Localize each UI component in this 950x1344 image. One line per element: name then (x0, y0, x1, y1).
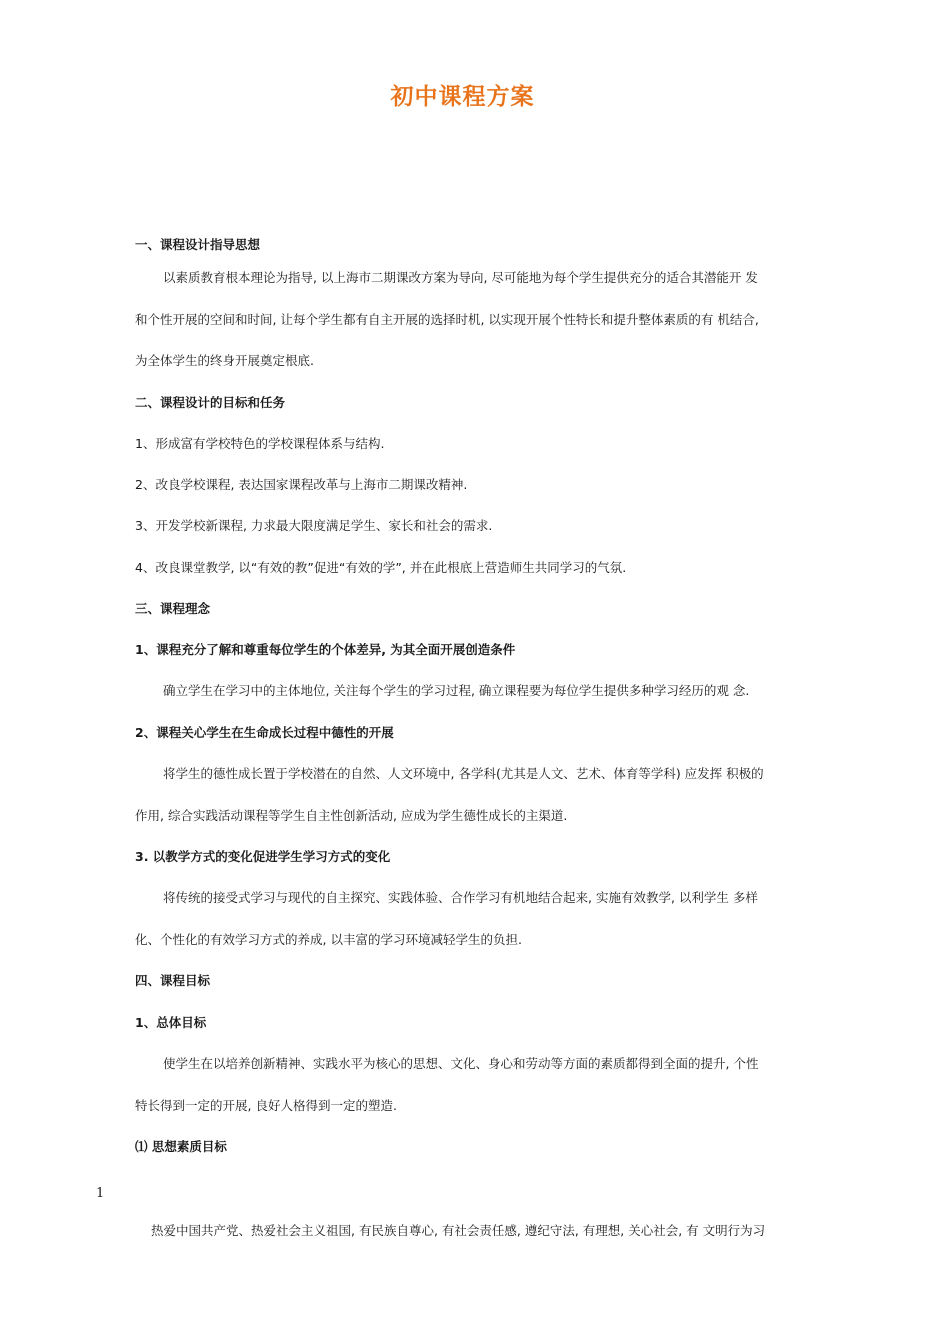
paragraph-line: 将学生的德性成长置于学校潜在的自然、人文环境中, 各学科(尤其是人文、艺术、体育等学科) 应发挥 积极的 (163, 766, 764, 781)
paragraph-line: 特长得到一定的开展, 良好人格得到一定的塑造. (135, 1098, 397, 1113)
paragraph-line: 以素质教育根本理论为指导, 以上海市二期课改方案为导向, 尽可能地为每个学生提供充分的适合其潜能开 发 (163, 270, 758, 285)
paragraph-line: 和个性开展的空间和时间, 让每个学生都有自主开展的选择时机, 以实现开展个性特长和提升整体素质的有 机结合, (135, 312, 759, 327)
page-title: 初中课程方案 (390, 84, 535, 110)
paragraph-line: 1、形成富有学校特色的学校课程体系与结构. (135, 436, 385, 451)
section-heading: 二、课程设计的目标和任务 (135, 395, 286, 410)
paragraph-line: 2、改良学校课程, 表达国家课程改革与上海市二期课改精神. (135, 477, 468, 492)
paragraph-line: 确立学生在学习中的主体地位, 关注每个学生的学习过程, 确立课程要为每位学生提供多种学习经历的观 念. (163, 683, 750, 698)
section-heading: 三、课程理念 (135, 601, 211, 616)
paragraph-line: 将传统的接受式学习与现代的自主探究、实践体验、合作学习有机地结合起来, 实施有效教学, 以利学生 多样 (163, 890, 758, 905)
paragraph-line: 作用, 综合实践活动课程等学生自主性创新活动, 应成为学生德性成长的主渠道. (135, 808, 568, 823)
paragraph-line: 4、改良课堂教学, 以“有效的教”促进“有效的学”, 并在此根底上营造师生共同学习的气氛. (135, 560, 627, 575)
section-heading: 一、课程设计指导思想 (135, 237, 261, 252)
page-number: 1 (96, 1186, 105, 1201)
section-heading: ⑴ 思想素质目标 (135, 1139, 227, 1154)
paragraph-line: 热爱中国共产党、热爱社会主义祖国, 有民族自尊心, 有社会责任感, 遵纪守法, 有理想, 关心社会, 有 文明行为习 (151, 1223, 766, 1238)
section-heading: 四、课程目标 (135, 973, 211, 988)
section-heading: 2、课程关心学生在生命成长过程中德性的开展 (135, 725, 394, 740)
section-heading: 1、课程充分了解和尊重每位学生的个体差异, 为其全面开展创造条件 (135, 642, 516, 657)
paragraph-line: 3、开发学校新课程, 力求最大限度满足学生、家长和社会的需求. (135, 518, 493, 533)
paragraph-line: 化、个性化的有效学习方式的养成, 以丰富的学习环境减轻学生的负担. (135, 932, 522, 947)
paragraph-line: 为全体学生的终身开展奠定根底. (135, 353, 314, 368)
paragraph-line: 使学生在以培养创新精神、实践水平为核心的思想、文化、身心和劳动等方面的素质都得到全面的提升, 个性 (163, 1056, 759, 1071)
section-heading: 1、总体目标 (135, 1015, 207, 1030)
section-heading: 3. 以教学方式的变化促进学生学习方式的变化 (135, 849, 391, 864)
